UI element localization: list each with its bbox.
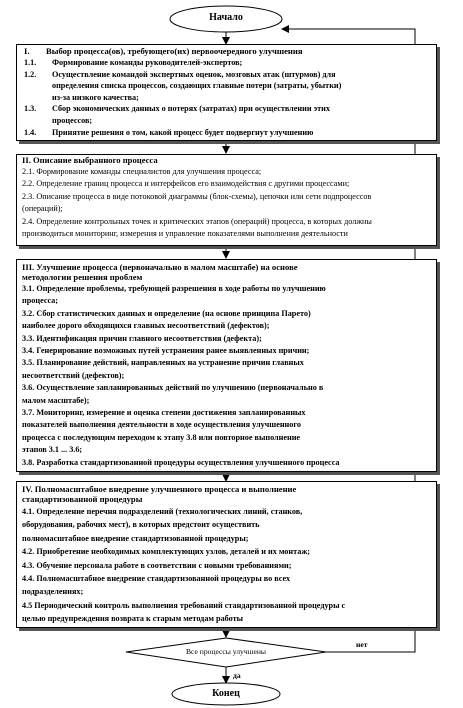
section-1-item xyxy=(24,103,434,115)
section-2-item: 2.1. Формирование команды специалистов для улучшения процесса; xyxy=(22,167,262,176)
section-3-item: этапов 3.1 ... 3.6; xyxy=(22,445,83,455)
section-2-item: 2.3. Описание процесса в виде потоковой диаграммы (блок-схемы), цепочки или сети подпроцессов xyxy=(22,191,372,201)
section-3-item: 3.2. Сбор статистических данных и определение (на основе принципа Парето) xyxy=(22,308,311,318)
section-3-item: малом масштабе); xyxy=(22,395,90,405)
section-2-item: 2.2. Определение границ процесса и интерфейсов его взаимодействия с другими процессами; xyxy=(22,179,350,189)
item-text: процессов; xyxy=(52,115,93,125)
section-3-item: 3.5. Планирование действий, направленных на устранение причин главных xyxy=(22,358,304,368)
section-4-item: подразделениях; xyxy=(22,587,84,597)
section-4-title xyxy=(22,484,432,504)
section-3-item: показателей выполнения деятельности в ходе осуществления улучшенного xyxy=(22,420,301,430)
section-4-title-line: IV. Полномасштабное внедрение улучшенного процесса и выполнение xyxy=(22,484,297,494)
item-text: определения списка процессов, создающих главные потери (затраты, убытки) xyxy=(52,81,342,91)
section-3-item: 3.4. Генерирование возможных путей устранения ранее выявленных причин; xyxy=(22,346,310,356)
section-3-title-line: III. Улучшение процесса (первоначально в малом масштабе) на основе xyxy=(22,262,298,272)
section-1-item xyxy=(24,69,434,81)
section-3-item: 3.1. Определение проблемы, требующей разрешения в ходе работы по улучшению xyxy=(22,284,326,293)
section-4-items xyxy=(22,505,434,626)
section-1-item xyxy=(24,115,434,127)
item-text: Принятие решения о том, какой процесс будет подвергнут улучшению xyxy=(52,127,314,137)
section-2-item: (операций); xyxy=(22,204,63,214)
yes-label: да xyxy=(233,671,241,680)
section-3-item: процесса; xyxy=(22,296,59,306)
section-1-item xyxy=(24,80,434,92)
section-3-title xyxy=(22,262,432,282)
section-4-item: 4.1. Определение перечня подразделений (технологических линий, станков, xyxy=(22,507,303,516)
section-3-item: 3.8. Разработка стандартизованной процедуры осуществления улучшенного процесса xyxy=(22,457,340,467)
section-3-title-line: методологии решения проблем xyxy=(22,272,143,282)
section-2-item: производиться мониторинг, измерения и управление показателями выполнения деятельности xyxy=(22,229,348,239)
section-4-item: 4.5 Периодический контроль выполнения требований стандартизованной процедуры с xyxy=(22,600,346,610)
section-2-title: II. Описание выбранного процесса xyxy=(22,155,158,165)
item-text: Формирование команды руководителей-экспертов; xyxy=(52,58,243,67)
section-2-item: 2.4. Определение контрольных точек и критических этапов (операций) процесса, в которых должны xyxy=(22,216,372,226)
section-1-item xyxy=(24,127,434,139)
section-3-item: наиболее дорого обходящихся главных несоответствий (дефектов); xyxy=(22,321,270,331)
section-3-item: процесса с последующим переходом к этапу 3.8 или повторное выполнение xyxy=(22,432,301,442)
section-4-item: полномасштабное внедрение стандартизованной процедуры; xyxy=(22,533,249,543)
no-label: нет xyxy=(356,640,368,649)
section-4-item: 4.4. Полномасштабное внедрение стандартизованной процедуры во всех xyxy=(22,574,291,584)
item-text: Сбор экономических данных о потерях (затратах) при осуществлении этих xyxy=(52,104,330,114)
item-number: 1.3. xyxy=(24,104,37,114)
section-1-item xyxy=(24,92,434,104)
section-2-items xyxy=(22,166,434,240)
end-label: Конец xyxy=(212,688,240,699)
item-number: 1.2. xyxy=(24,69,37,79)
start-label: Начало xyxy=(209,12,243,23)
item-text: из-за низкого качества; xyxy=(52,92,139,102)
section-4-item: оборудования, рабочих мест), в которых предстоит осуществить xyxy=(22,520,260,530)
section-3-item: 3.7. Мониторинг, измерение и оценка степени достижения запланированных xyxy=(22,408,306,418)
section-1-item xyxy=(24,57,434,69)
decision-label: Все процессы улучшены xyxy=(185,647,267,656)
section-4-item: целью предупреждения возврата к старым методам работы xyxy=(22,614,244,624)
section-4-title-line: стандартизованной процедуры xyxy=(22,494,143,504)
item-text: Осуществление командой экспертных оценок, мозговых атак (штурмов) для xyxy=(52,69,336,79)
section-3-item: 3.3. Идентификация причин главного несоответствия (дефекта); xyxy=(22,333,262,343)
section-4-item: 4.2. Приобретение необходимых комплектующих узлов, деталей и их монтаж; xyxy=(22,547,310,557)
section-3-items xyxy=(22,283,434,469)
section-1-items xyxy=(24,57,434,138)
section-3-item: 3.6. Осуществление запланированных действий по улучшению (первоначально в xyxy=(22,383,324,393)
item-number: 1.1. xyxy=(24,58,37,67)
section-4-item: 4.3. Обучение персонала работе в соответствии с новыми требованиями; xyxy=(22,560,292,570)
item-number: 1.4. xyxy=(24,127,37,137)
section-1-title: I. Выбор процесса(ов), требующего(их) первоочередного улучшения xyxy=(24,46,303,56)
section-3-item: несоответствий (дефектов); xyxy=(22,370,125,380)
